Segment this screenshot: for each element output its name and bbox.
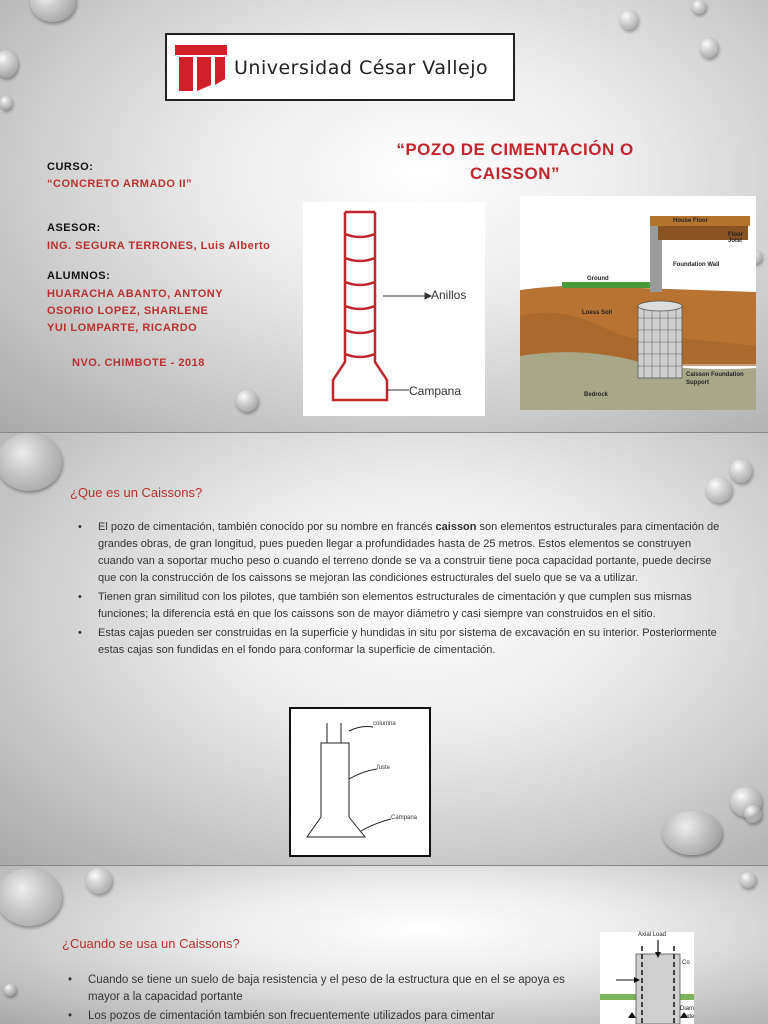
university-logo xyxy=(165,33,515,101)
bullet-item: • El pozo de cimentación, también conocido por su nombre en francés caisson son elementos estructurales para cimentación de grandes obras, de gran longitud, pues pueden llegar a profundidades hasta de 25 metros. Estos elementos se construyen cuando van a soportar mucho peso o cuando el terreno donde se va a construir tiene poca capacidad portante, puede decirse que con la construcción de los caissons se mejoran las condiciones estructurales del suelo que se va a utilizar. xyxy=(72,519,722,587)
axial-load-diagram xyxy=(600,932,694,1024)
title-line-2: CAISSON” xyxy=(470,164,560,183)
label-campana: Campana xyxy=(409,384,462,398)
label-loess-soil: Loess Soil xyxy=(582,310,613,316)
water-drop xyxy=(4,984,16,996)
water-drop xyxy=(662,811,722,855)
label-campana-diagram: Campana xyxy=(391,815,418,821)
water-drop xyxy=(0,50,18,78)
curso-label: CURSO: xyxy=(47,161,94,173)
alumno-2: OSORIO LOPEZ, SHARLENE xyxy=(47,305,209,317)
label-axial-load: Axial Load xyxy=(638,932,667,938)
section-heading: ¿Que es un Caissons? xyxy=(70,485,203,500)
caisson-sketch-image xyxy=(303,202,485,416)
title-line-1: “POZO DE CIMENTACIÓN O xyxy=(396,140,634,159)
bullet-item: • Los pozos de cimentación también son frecuentemente utilizados para cimentar xyxy=(62,1008,572,1024)
label-house-floor: House Floor xyxy=(673,218,709,224)
water-drop xyxy=(740,872,756,888)
bullet-item: • Tienen gran similitud con los pilotes, que también son elementos estructurales de cimentación y que cumplen sus mismas funciones; la diferencia está en que los caissons son de mayor diámetro y casi siempre van construidos en el sitio. xyxy=(72,589,722,623)
label-bedrock: Bedrock xyxy=(584,392,609,398)
water-drop xyxy=(730,459,752,483)
alumno-3: YUI LOMPARTE, RICARDO xyxy=(47,322,198,334)
water-drop xyxy=(706,477,732,503)
label-fuste: fuste xyxy=(377,765,391,771)
water-drop xyxy=(744,805,762,823)
place-date: NVO. CHIMBOTE - 2018 xyxy=(72,357,205,369)
label-co: Co xyxy=(682,960,690,966)
alumno-1: HUARACHA ABANTO, ANTONY xyxy=(47,288,224,300)
water-drop xyxy=(86,868,112,894)
slide-title-text xyxy=(360,138,670,186)
water-drop xyxy=(236,390,258,412)
caisson-diagram xyxy=(289,707,431,857)
label-columna: columna xyxy=(373,721,396,727)
bold-term: caisson xyxy=(435,521,477,533)
label-foundation-wall: Foundation Wall xyxy=(673,262,720,268)
water-drop xyxy=(0,868,62,926)
water-drop xyxy=(30,0,76,22)
ucv-shield-icon xyxy=(173,39,229,95)
label-ground: Ground xyxy=(587,276,609,282)
slide-what-is-caisson xyxy=(0,433,768,865)
water-drop xyxy=(0,433,62,491)
bullet-item: • Estas cajas pueden ser construidas en la superficie y hundidas in situ por sistema de excavación en su interior. Posteriormente estas cajas son fundidas en el fondo para conformar la superficie de cimentación. xyxy=(72,625,722,659)
alumnos-label: ALUMNOS: xyxy=(47,270,111,282)
asesor-value: ING. SEGURA TERRONES, Luis Alberto xyxy=(47,240,271,252)
caisson-outline-drawing xyxy=(291,709,429,855)
water-drop xyxy=(0,96,12,110)
label-caisson-support-2: Support xyxy=(686,380,709,386)
label-caisson-support-1: Caisson Foundation xyxy=(686,372,744,378)
label-wide: wide xyxy=(682,1014,695,1020)
bullet-list xyxy=(72,519,722,661)
section-heading: ¿Cuando se usa un Caissons? xyxy=(62,936,240,951)
label-diam: Diam xyxy=(680,1006,695,1012)
label-floor-joist: Floor Joist xyxy=(728,232,743,244)
label-anillos: Anillos xyxy=(431,288,467,302)
bullet-item: • Cuando se tiene un suelo de baja resistencia y el peso de la estructura que en el se apoya es mayor a la capacidad portante xyxy=(62,972,572,1006)
caisson-foundation-illustration xyxy=(520,196,756,410)
water-drop xyxy=(620,10,638,30)
asesor-label: ASESOR: xyxy=(47,222,101,234)
water-drop xyxy=(700,38,718,58)
curso-value: “CONCRETO ARMADO II” xyxy=(47,178,193,190)
water-drop xyxy=(692,0,706,14)
slide-when-used xyxy=(0,866,768,1024)
slide-title xyxy=(0,0,768,432)
logo-text: Universidad César Vallejo xyxy=(234,57,489,79)
bullet-list xyxy=(62,972,572,1024)
